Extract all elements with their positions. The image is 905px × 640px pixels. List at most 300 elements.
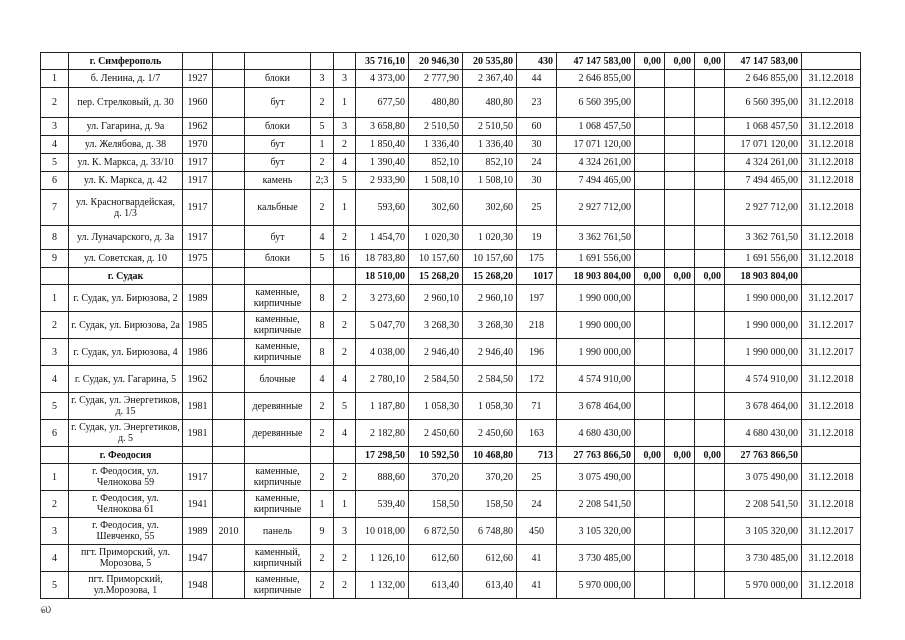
table-cell: 4 574 910,00 [557,366,635,393]
cell [802,268,861,285]
table-cell: 3 [41,518,69,545]
table-cell: 5 970 000,00 [557,572,635,599]
table-cell: 31.12.2018 [802,420,861,447]
table-cell: 1986 [183,339,213,366]
table-cell: 31.12.2018 [802,118,861,136]
table-cell: 5 970 000,00 [725,572,802,599]
table-cell: 2 [311,572,334,599]
table-cell: 2 510,50 [463,118,517,136]
table-cell: 852,10 [409,154,463,172]
table-cell: 158,50 [409,491,463,518]
table-cell: 17 071 120,00 [725,136,802,154]
table-cell: 2 [334,136,356,154]
table-cell: 852,10 [463,154,517,172]
table-cell: 1941 [183,491,213,518]
table-cell: 302,60 [409,190,463,226]
table-cell: 30 [517,136,557,154]
table-cell: 2 450,60 [409,420,463,447]
table-cell [213,190,245,226]
table-row [41,118,861,136]
table-cell: 30 [517,172,557,190]
table-cell: 3 105 320,00 [725,518,802,545]
table-cell: 5 [41,572,69,599]
table-cell: г. Судак, ул. Бирюзова, 2а [69,312,183,339]
table-row [41,285,861,312]
table-cell [695,464,725,491]
group-total: 1017 [517,268,557,285]
table-cell: 1947 [183,545,213,572]
table-cell: 10 018,00 [356,518,409,545]
table-cell: 2 646 855,00 [557,70,635,88]
table-cell: ул. Луначарского, д. 3а [69,226,183,250]
group-total: 18 903 804,00 [725,268,802,285]
table-cell: 5 047,70 [356,312,409,339]
group-total: 10 468,80 [463,447,517,464]
table-cell: 3 730 485,00 [725,545,802,572]
table-cell: г. Судак, ул. Бирюзова, 2 [69,285,183,312]
table-cell: ул. К. Маркса, д. 33/10 [69,154,183,172]
table-cell: 196 [517,339,557,366]
table-cell: 1 454,70 [356,226,409,250]
table-cell [635,190,665,226]
table-cell: 3 [334,518,356,545]
table-cell [695,339,725,366]
table-cell: 3 [334,70,356,88]
table-cell [213,70,245,88]
table-cell: 8 [311,339,334,366]
table-cell: 1 990 000,00 [725,285,802,312]
table-cell: 31.12.2017 [802,312,861,339]
table-cell: 31.12.2018 [802,250,861,268]
table-cell: блоки [245,118,311,136]
table-cell: 5 [41,393,69,420]
table-cell: 2 [334,572,356,599]
table-cell: 5 [41,154,69,172]
table-cell: 1 [311,136,334,154]
cell [802,447,861,464]
group-total: 27 763 866,50 [725,447,802,464]
table-cell: 1 [41,464,69,491]
table-cell [695,172,725,190]
table-cell: 31.12.2018 [802,154,861,172]
table-cell: 2 450,60 [463,420,517,447]
table-cell: 1 508,10 [409,172,463,190]
table-cell: 31.12.2018 [802,491,861,518]
table-cell: 1917 [183,226,213,250]
table-row [41,491,861,518]
table-cell: 9 [41,250,69,268]
table-cell: 158,50 [463,491,517,518]
table-row [41,172,861,190]
table-cell: 2010 [213,518,245,545]
table-cell: 5 [334,393,356,420]
table-cell: 1981 [183,420,213,447]
cell [183,53,213,70]
table-cell: 31.12.2018 [802,70,861,88]
table-cell: 4 [41,136,69,154]
table-cell: 1970 [183,136,213,154]
table-cell: 1 [334,190,356,226]
table-cell: 2 [311,190,334,226]
table-cell: 2 [41,491,69,518]
table-cell: г. Судак, ул. Гагарина, 5 [69,366,183,393]
table-cell: 1 [334,491,356,518]
table-cell: 60 [517,118,557,136]
table-cell: деревянные [245,420,311,447]
table-cell: 3 678 464,00 [725,393,802,420]
table-cell: 31.12.2018 [802,464,861,491]
table-cell [635,339,665,366]
group-total: 18 510,00 [356,268,409,285]
table-cell [695,118,725,136]
table-cell [635,226,665,250]
table-cell [695,545,725,572]
table-cell: 1 [41,285,69,312]
table-cell: 1 020,30 [409,226,463,250]
table-cell: 31.12.2017 [802,285,861,312]
table-cell: 1 068 457,50 [557,118,635,136]
table-cell [695,285,725,312]
table-cell: 1927 [183,70,213,88]
table-cell [665,491,695,518]
cell [311,268,334,285]
group-total: 35 716,10 [356,53,409,70]
table-cell: г. Судак, ул. Энергетиков, д. 15 [69,393,183,420]
cell [334,447,356,464]
table-cell: 2 182,80 [356,420,409,447]
table-cell [665,88,695,118]
table-cell: 2 780,10 [356,366,409,393]
table-cell [665,190,695,226]
table-cell: 2 646 855,00 [725,70,802,88]
table-cell: 8 [41,226,69,250]
table-cell [695,366,725,393]
table-cell: 2;3 [311,172,334,190]
table-cell: 1 508,10 [463,172,517,190]
cell [41,447,69,464]
table-cell: 613,40 [463,572,517,599]
table-cell: 2 960,10 [463,285,517,312]
table-cell [213,172,245,190]
table-cell: 41 [517,572,557,599]
group-total: 17 298,50 [356,447,409,464]
table-cell: ул. Желябова, д. 38 [69,136,183,154]
table-cell [665,572,695,599]
table-cell: 4 324 261,00 [725,154,802,172]
table-cell: 2 510,50 [409,118,463,136]
table-cell: 3 730 485,00 [557,545,635,572]
group-total: 47 147 583,00 [557,53,635,70]
table-cell: 2 [311,88,334,118]
table-cell: 172 [517,366,557,393]
table-cell: 24 [517,491,557,518]
table-cell: 4 680 430,00 [557,420,635,447]
table-cell: 2 208 541,50 [725,491,802,518]
table-cell: 4 [41,366,69,393]
table-cell [213,491,245,518]
table-cell: 3 658,80 [356,118,409,136]
table-row [41,420,861,447]
table-cell [635,172,665,190]
table-cell: 175 [517,250,557,268]
table-cell: 31.12.2018 [802,136,861,154]
table-cell [665,70,695,88]
table-cell [635,545,665,572]
table-cell: 1 336,40 [463,136,517,154]
table-cell: 3 [311,70,334,88]
group-name: г. Судак [69,268,183,285]
cell [183,268,213,285]
table-cell: 10 157,60 [409,250,463,268]
table-row [41,136,861,154]
table-cell: 1981 [183,393,213,420]
table-cell: 1 058,30 [409,393,463,420]
table-cell: 1 068 457,50 [725,118,802,136]
group-total: 20 946,30 [409,53,463,70]
table-cell [635,118,665,136]
table-cell: 480,80 [463,88,517,118]
table-cell: 3 273,60 [356,285,409,312]
cell [311,447,334,464]
table-cell [213,393,245,420]
cell [245,447,311,464]
table-cell: деревянные [245,393,311,420]
group-total: 15 268,20 [463,268,517,285]
table-cell: 3 [41,118,69,136]
table-cell: 302,60 [463,190,517,226]
table-cell: пгт. Приморский, ул. Морозова, 5 [69,545,183,572]
table-cell: 6 748,80 [463,518,517,545]
table-row [41,312,861,339]
table-cell: 18 783,80 [356,250,409,268]
table-cell: камень [245,172,311,190]
table-cell [695,393,725,420]
table-cell: 1960 [183,88,213,118]
group-total: 0,00 [635,268,665,285]
table-cell [665,312,695,339]
table-cell: 2 [334,464,356,491]
table-cell: 1 058,30 [463,393,517,420]
table-cell: 2 [311,393,334,420]
table-cell: 2 367,40 [463,70,517,88]
table-cell: 41 [517,545,557,572]
table-cell: 1985 [183,312,213,339]
table-cell: кальбные [245,190,311,226]
group-total: 0,00 [665,447,695,464]
table-cell: 2 777,90 [409,70,463,88]
table-cell: 2 584,50 [409,366,463,393]
table-cell: 3 075 490,00 [557,464,635,491]
table-cell: 31.12.2018 [802,366,861,393]
group-row [41,447,861,464]
table-cell: 370,20 [463,464,517,491]
table-cell: каменные, кирпичные [245,312,311,339]
cell [311,53,334,70]
table-cell: 8 [311,285,334,312]
table-cell: каменные, кирпичные [245,572,311,599]
cell [41,268,69,285]
table-cell: 24 [517,154,557,172]
table-cell: 31.12.2018 [802,393,861,420]
group-total: 713 [517,447,557,464]
table-cell [695,312,725,339]
table-cell: 1962 [183,366,213,393]
group-total: 0,00 [665,53,695,70]
table-cell [635,393,665,420]
table-cell: 1975 [183,250,213,268]
table-cell: ул. Гагарина, д. 9а [69,118,183,136]
table-cell: 5 [334,172,356,190]
table-cell: 480,80 [409,88,463,118]
table-cell: 1 390,40 [356,154,409,172]
cell [245,53,311,70]
table-cell: 450 [517,518,557,545]
table-cell: каменный, кирпичный [245,545,311,572]
table-cell: 218 [517,312,557,339]
table-cell [665,285,695,312]
table-cell [695,136,725,154]
table-row [41,464,861,491]
table-cell [695,250,725,268]
table-cell: 1 [334,88,356,118]
table-cell: 7 494 465,00 [557,172,635,190]
table-cell [665,420,695,447]
table-cell: ул. К. Маркса, д. 42 [69,172,183,190]
table-cell: 4 [334,366,356,393]
table-cell [635,464,665,491]
table-row [41,88,861,118]
group-total: 0,00 [635,53,665,70]
table-cell: г. Феодосия, ул. Шевченко, 55 [69,518,183,545]
table-cell: 31.12.2018 [802,226,861,250]
cell [802,53,861,70]
group-total: 15 268,20 [409,268,463,285]
cell [213,268,245,285]
table-cell [213,250,245,268]
table-cell [213,154,245,172]
table-cell [665,366,695,393]
table-row [41,572,861,599]
table-cell: пгт. Приморский, ул.Морозова, 1 [69,572,183,599]
table-cell: 1917 [183,190,213,226]
table-cell: 31.12.2018 [802,88,861,118]
table-cell [213,572,245,599]
table-cell: 16 [334,250,356,268]
table-cell: 1 990 000,00 [725,339,802,366]
table-cell: 1948 [183,572,213,599]
table-cell: 1962 [183,118,213,136]
table-cell: 2 933,90 [356,172,409,190]
table-cell: 71 [517,393,557,420]
table-cell: 1 691 556,00 [725,250,802,268]
table-cell: бут [245,154,311,172]
table-cell [213,285,245,312]
table-cell: 23 [517,88,557,118]
table-cell: 25 [517,464,557,491]
table-cell: 888,60 [356,464,409,491]
table-cell: 1 336,40 [409,136,463,154]
table-cell: 3 [334,118,356,136]
table-cell: 31.12.2018 [802,545,861,572]
table-cell: 6 [41,420,69,447]
table-cell: блоки [245,70,311,88]
table-cell: 2 [334,285,356,312]
table-cell: 1 990 000,00 [557,339,635,366]
table-cell: 2 584,50 [463,366,517,393]
table-cell: 4 680 430,00 [725,420,802,447]
table-cell: 593,60 [356,190,409,226]
table-cell [213,88,245,118]
table-cell: 1 990 000,00 [557,285,635,312]
table-cell: 3 268,30 [463,312,517,339]
table-cell: 7 [41,190,69,226]
table-cell: 2 [334,339,356,366]
table-cell: 2 [311,420,334,447]
table-cell: 2 [311,464,334,491]
table-cell [635,154,665,172]
table-cell [635,136,665,154]
table-cell: 3 362 761,50 [725,226,802,250]
cell [213,447,245,464]
group-row [41,53,861,70]
table-row [41,393,861,420]
table-cell: 1917 [183,154,213,172]
table-cell: 3 362 761,50 [557,226,635,250]
table-cell: 2 208 541,50 [557,491,635,518]
table-cell: 6 560 395,00 [557,88,635,118]
table-cell: 25 [517,190,557,226]
table-cell: 31.12.2018 [802,190,861,226]
table-cell: 1 [311,491,334,518]
group-total: 18 903 804,00 [557,268,635,285]
table-cell: 2 [334,226,356,250]
cell [245,268,311,285]
table-cell: 1 020,30 [463,226,517,250]
table-cell [213,420,245,447]
table-cell [635,88,665,118]
table-cell: 1 126,10 [356,545,409,572]
table-cell: 10 157,60 [463,250,517,268]
table-cell [635,518,665,545]
group-total: 27 763 866,50 [557,447,635,464]
group-total: 0,00 [695,268,725,285]
table-cell: 2 [311,545,334,572]
table-cell [665,464,695,491]
table-cell: 1 132,00 [356,572,409,599]
cell [213,53,245,70]
table-cell: 31.12.2017 [802,339,861,366]
table-cell [695,70,725,88]
table-cell: 1989 [183,518,213,545]
cell [334,53,356,70]
table-cell [213,464,245,491]
table-cell: 4 324 261,00 [557,154,635,172]
table-cell: г. Судак, ул. Бирюзова, 4 [69,339,183,366]
table-cell: 6 [41,172,69,190]
cell [41,53,69,70]
table-cell: 1917 [183,464,213,491]
group-total: 0,00 [695,53,725,70]
table-cell [213,136,245,154]
table-cell: 2 [41,312,69,339]
table-cell: 613,40 [409,572,463,599]
table-cell: 4 [41,545,69,572]
table-cell [635,366,665,393]
table-cell: каменные, кирпичные [245,464,311,491]
table-cell: 3 075 490,00 [725,464,802,491]
table-cell [695,88,725,118]
table-cell: 3 [41,339,69,366]
